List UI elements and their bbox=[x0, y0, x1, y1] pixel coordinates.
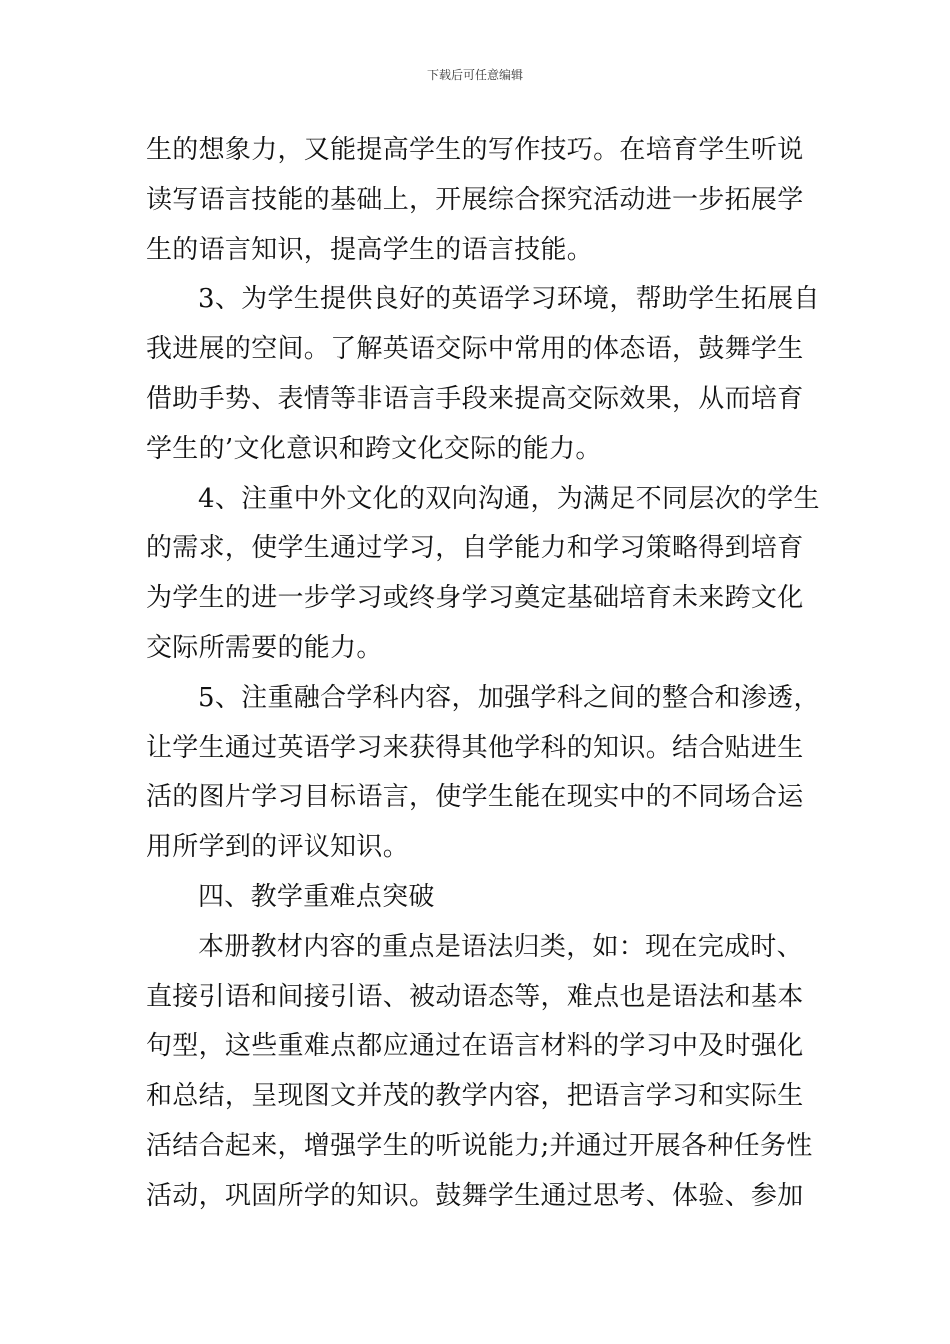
text-line: 3、为学生提供良好的英语学习环境，帮助学生拓展自 bbox=[198, 284, 820, 315]
text-line: 生的语言知识，提高学生的语言技能。 bbox=[146, 234, 594, 265]
text-line: 读写语言技能的基础上，开展综合探究活动进一步拓展学 bbox=[146, 184, 804, 215]
text-line: 4、注重中外文化的双向沟通，为满足不同层次的学生 bbox=[198, 483, 820, 514]
section-heading: 四、教学重难点突破 bbox=[198, 881, 435, 912]
text-line: 本册教材内容的重点是语法归类，如：现在完成时、 bbox=[198, 931, 803, 962]
text-line: 为学生的进一步学习或终身学习奠定基础培育未来跨文化 bbox=[146, 583, 804, 614]
text-line: 直接引语和间接引语、被动语态等，难点也是语法和基本 bbox=[146, 981, 804, 1012]
text-line: 的需求，使学生通过学习，自学能力和学习策略得到培育 bbox=[146, 533, 804, 564]
text-line: 让学生通过英语学习来获得其他学科的知识。结合贴进生 bbox=[146, 732, 804, 763]
text-line: 活的图片学习目标语言，使学生能在现实中的不同场合运 bbox=[146, 782, 804, 813]
text-line: 学生的’文化意识和跨文化交际的能力。 bbox=[146, 433, 602, 464]
text-line: 交际所需要的能力。 bbox=[146, 632, 383, 663]
page-header: 下载后可任意编辑 bbox=[426, 68, 523, 82]
document-body bbox=[146, 126, 820, 1222]
text-line: 生的想象力，又能提高学生的写作技巧。在培育学生听说 bbox=[146, 135, 804, 165]
text-line: 5、注重融合学科内容，加强学科之间的整合和渗透， bbox=[198, 682, 820, 713]
text-line: 借助手势、表情等非语言手段来提高交际效果，从而培育 bbox=[146, 383, 804, 414]
text-line: 活结合起来，增强学生的听说能力;并通过开展各种任务性 bbox=[146, 1130, 813, 1161]
text-line: 用所学到的评议知识。 bbox=[146, 832, 410, 863]
text-line: 句型，这些重难点都应通过在语言材料的学习中及时强化 bbox=[146, 1031, 804, 1062]
text-line: 和总结，呈现图文并茂的教学内容，把语言学习和实际生 bbox=[146, 1081, 804, 1112]
text-line: 我进展的空间。了解英语交际中常用的体态语，鼓舞学生 bbox=[146, 334, 804, 365]
text-line: 活动，巩固所学的知识。鼓舞学生通过思考、体验、参加 bbox=[146, 1180, 804, 1211]
